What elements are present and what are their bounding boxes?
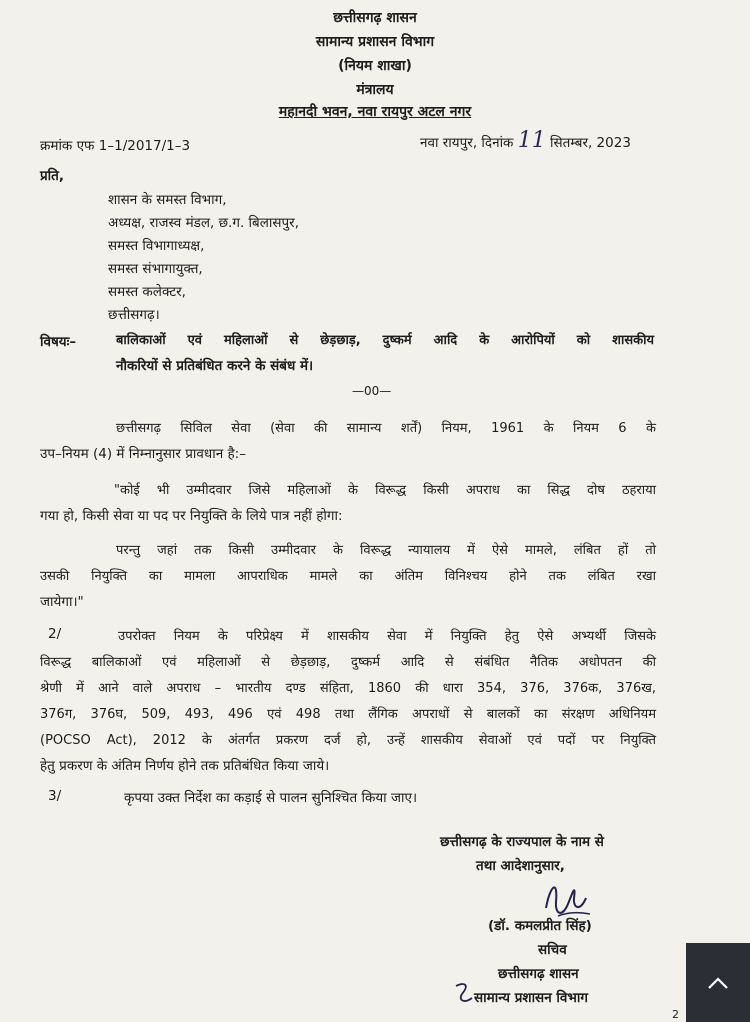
para1-line-2: उप–नियम (4) में निम्नानुसार प्रावधान है:– xyxy=(40,446,246,462)
signature-authority-line-2: तथा आदेशानुसार, xyxy=(476,858,565,874)
date-prefix: नवा रायपुर, दिनांक xyxy=(420,135,514,151)
para2-number: 2/ xyxy=(48,626,62,642)
header-line-branch: (नियम शाखा) xyxy=(338,58,412,74)
signatory-org-line-1: छत्तीसगढ़ शासन xyxy=(498,966,579,982)
date-day: 11 xyxy=(517,128,546,153)
scroll-to-top-button[interactable] xyxy=(686,943,750,1022)
header-line-address: महानदी भवन, नवा रायपुर अटल नगर xyxy=(278,104,472,120)
subject-separator: —00— xyxy=(352,384,392,398)
subject-line-2: नौकरियों से प्रतिबंधित करने के संबंध में। xyxy=(116,358,314,374)
quote2-line-3: जायेगा।" xyxy=(40,594,84,610)
recipient-item: समस्त संभागायुक्त, xyxy=(108,261,203,277)
signatory-designation: सचिव xyxy=(538,942,567,958)
reference-number: क्रमांक एफ 1–1/2017/1–3 xyxy=(40,138,191,154)
header-line-ministry: मंत्रालय xyxy=(356,82,394,98)
quote2-line-2: उसकी नियुक्ति का मामला आपराधिक मामले का अंतिम विनिश्चय होने तक लंबित रखा xyxy=(40,569,656,584)
recipient-item: शासन के समस्त विभाग, xyxy=(108,192,227,208)
header-address-wrap xyxy=(0,102,750,121)
signatory-org-line-2: सामान्य प्रशासन विभाग xyxy=(474,990,588,1006)
para2-line-1: उपरोक्त नियम के परिप्रेक्ष्य में शासकीय सेवा में नियुक्ति हेतु ऐसे अभ्यर्थी जिसके xyxy=(118,629,656,644)
recipient-item: समस्त विभागाध्यक्ष, xyxy=(108,238,205,254)
para2-line-4: 376ग, 376घ, 509, 493, 496 एवं 498 तथा लैंगिक अपराधों से बालकों का संरक्षण अधिनियम xyxy=(40,707,656,722)
para2-line-3: श्रेणी में आने वाले अपराध – भारतीय दण्ड संहिता, 1860 की धारा 354, 376, 376क, 376ख, xyxy=(40,681,656,696)
para3-line-1: कृपया उक्त निर्देश का कड़ाई से पालन सुनिश्चित किया जाए। xyxy=(124,790,418,806)
recipient-item: छत्तीसगढ़। xyxy=(108,307,160,323)
quote1-line-2: गया हो, किसी सेवा या पद पर नियुक्ति के लिये पात्र नहीं होगा: xyxy=(40,508,343,524)
quote1-line-1: "कोई भी उम्मीदवार जिसे महिलाओं के विरूद्ध किसी अपराध का सिद्ध दोष ठहराया xyxy=(114,483,656,498)
subject-line-1: बालिकाओं एवं महिलाओं से छेड़छाड़, दुष्कर्म आदि के आरोपियों को शासकीय xyxy=(116,333,654,348)
para2-line-2: विरूद्ध बालिकाओं एवं महिलाओं से छेड़छाड़, दुष्कर्म आदि से संबंधित नैतिक अधोपतन की xyxy=(40,655,656,670)
header-line-department: सामान्य प्रशासन विभाग xyxy=(315,34,435,50)
chevron-up-icon xyxy=(707,976,729,990)
para3-number: 3/ xyxy=(48,788,62,804)
header-line-state: छत्तीसगढ़ शासन xyxy=(333,10,417,26)
subject-label: विषयः– xyxy=(40,334,77,350)
recipient-item: समस्त कलेक्टर, xyxy=(108,284,186,300)
para2-line-5: (POCSO Act), 2012 के अंतर्गत प्रकरण दर्ज हो, उन्हें शासकीय सेवाओं एवं पदों पर नियुक्ति xyxy=(40,733,656,748)
quote2-line-1: परन्तु जहां तक किसी उम्मीदवार के विरूद्ध न्यायालय में ऐसे मामले, लंबित हों तो xyxy=(116,543,656,558)
para2-line-6: हेतु प्रकरण के अंतिम निर्णय होने तक प्रतिबंधित किया जाये। xyxy=(40,758,330,774)
page-number: 2 xyxy=(672,1008,679,1021)
para1-line-1: छत्तीसगढ़ सिविल सेवा (सेवा की सामान्य शर्तें) नियम, 1961 के नियम 6 के xyxy=(116,421,656,436)
date-line xyxy=(420,128,631,153)
signatory-name: (डॉ. कमलप्रीत सिंह) xyxy=(488,918,592,934)
to-label: प्रति, xyxy=(40,168,65,184)
date-rest: सितम्बर, 2023 xyxy=(550,135,631,151)
signature-authority-line-1: छत्तीसगढ़ के राज्यपाल के नाम से xyxy=(440,834,604,850)
recipient-item: अध्यक्ष, राजस्व मंडल, छ.ग. बिलासपुर, xyxy=(108,215,299,231)
